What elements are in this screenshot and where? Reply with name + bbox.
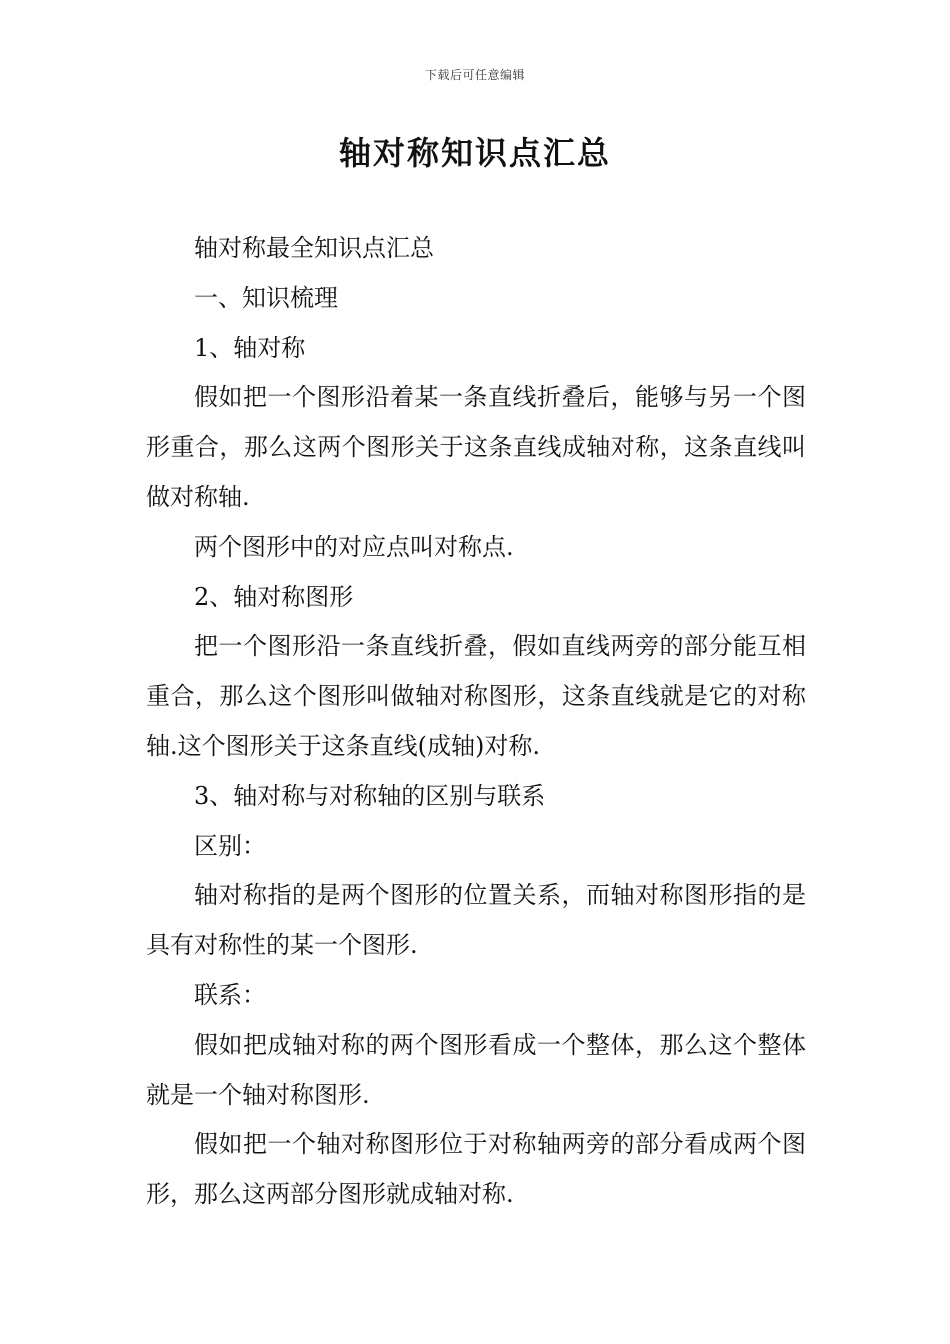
heading-section-1: 一、知识梳理 [194,283,338,312]
heading-difference-and-connection: 3、轴对称与对称轴的区别与联系 [194,781,546,810]
label-difference: 区别： [194,831,266,860]
paragraph-connection-2: 假如把一个轴对称图形位于对称轴两旁的部分看成两个图形，那么这两部分图形就成轴对称. [146,1130,806,1209]
paragraph-axisymmetric-figure-definition: 把一个图形沿一条直线折叠，假如直线两旁的部分能互相重合，那么这个图形叫做轴对称图形，这条直线就是它的对称轴.这个图形关于这条直线(成轴)对称. [146,632,806,760]
heading-axial-symmetry: 1、轴对称 [194,333,306,362]
paragraph-symmetric-points: 两个图形中的对应点叫对称点. [194,532,514,561]
document-body [146,224,806,1220]
paragraph-difference: 轴对称指的是两个图形的位置关系，而轴对称图形指的是具有对称性的某一个图形. [146,881,806,960]
label-connection: 联系： [194,980,266,1009]
heading-axisymmetric-figure: 2、轴对称图形 [194,582,354,611]
paragraph-connection-1: 假如把成轴对称的两个图形看成一个整体，那么这个整体就是一个轴对称图形. [146,1030,806,1109]
header-note: 下载后可任意编辑 [424,68,525,82]
paragraph-subtitle: 轴对称最全知识点汇总 [194,234,434,262]
paragraph-axial-symmetry-definition: 假如把一个图形沿着某一条直线折叠后，能够与另一个图形重合，那么这两个图形关于这条直线成轴对称，这条直线叫做对称轴. [146,383,806,511]
document-title: 轴对称知识点汇总 [338,134,611,172]
